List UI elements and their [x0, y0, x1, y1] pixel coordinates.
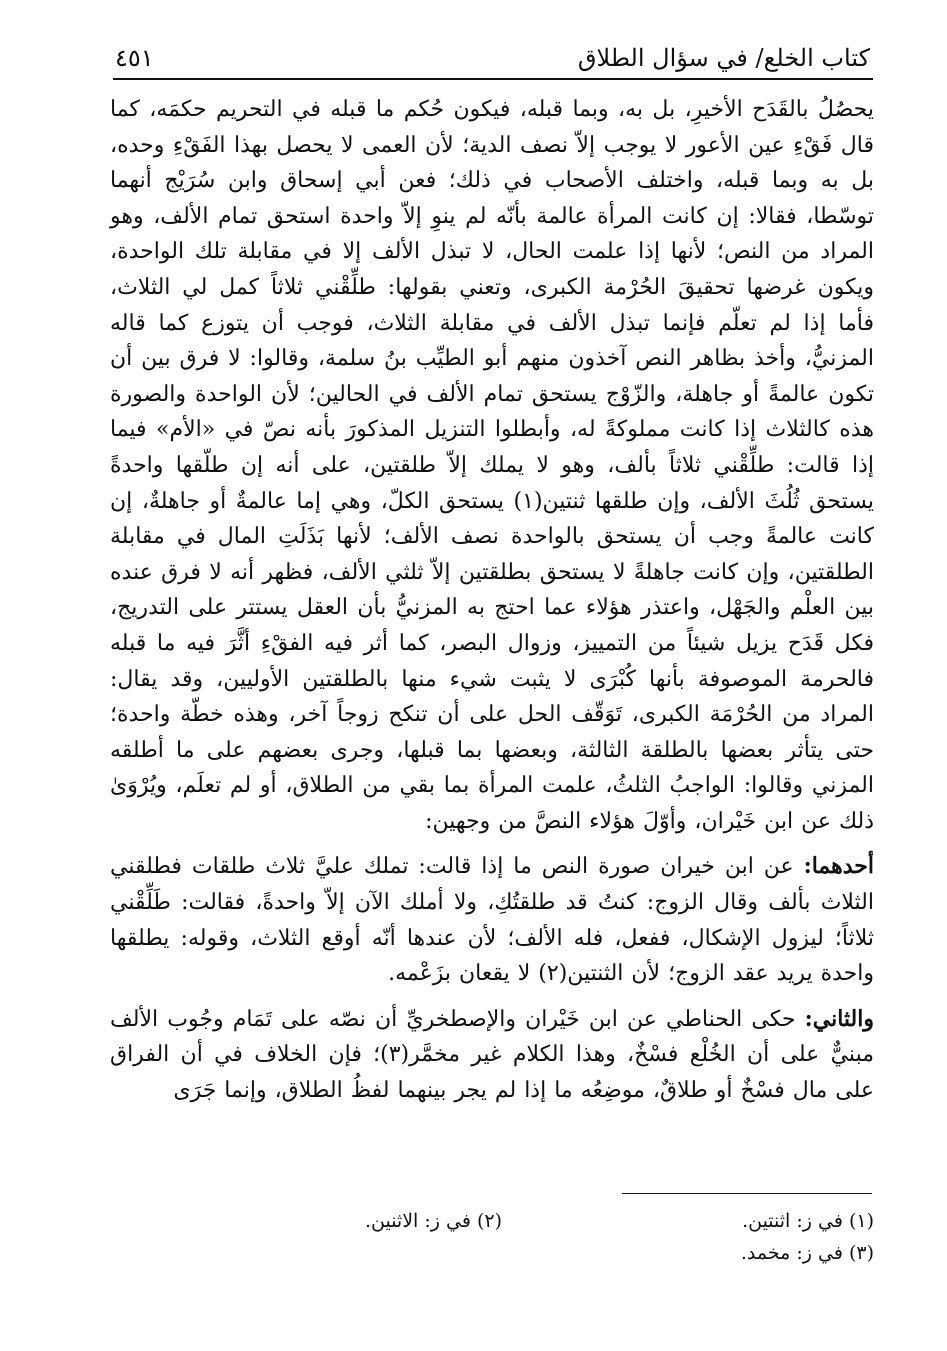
- footnote-marker: (٢): [538, 961, 568, 987]
- page-number: ٤٥١: [115, 44, 154, 72]
- header-rule: [113, 78, 873, 80]
- footnote: (٣) في ز: مخمد.: [740, 1242, 874, 1264]
- point-label: أحدهما:: [803, 853, 874, 880]
- footnote: (٢) في ز: الاثنين.: [364, 1210, 502, 1232]
- paragraph-text: يستحق الكلّ، وهي إما عالمةٌ أو جاهلةٌ، إن كانت عالمةً وجب أن يستحق بالواحدة نصف الألف؛ لأنها بَذَلَتِ المال في مقابلة الطلقتين، وإن كانت جاهلةً لا يستحق بطلقتين إلاّ ثلثي الألف، فظهر أنه لا فرق عنده بين العلْم والجَهْل، واعتذر هؤلاء عما احتج به المزنيُّ بأن العقل يستتر على التدريج، فكل قَدَح يزيل شيئاً من التمييز، وزوال البصر، كما أثر فيه الفقْءِ أثَّرَ فيه ما قبله فالحرمة الموصوفة بأنها كُبْرَى لا يثبت شيء منها بالطلقتين الأوليين، وقد يقال: المراد من الحُرْمَة الكبرى، تَوَقّف الحل على أن تنكح زوجاً آخر، وهذه خطّة واحدة؛ حتى يتأثر بعضها بالطلقة الثالثة، وبعضها بما قبلها، وجرى بعضهم على ما أطلقه المزني وقالوا: الواجبُ الثلثُ، علمت المرأة بما بقي من الطلاق، أو لم تعلَم، ويُرْوَىٰ ذلك عن ابن خَيْران، وأوّلَ هؤلاء النصَّ من وجهين:: [110, 488, 874, 834]
- page-header: [115, 38, 870, 78]
- paragraph-text: لا يقعان بزَعْمه.: [388, 961, 539, 987]
- paragraph-text: عن ابن خيران صورة النص ما إذا قالت: تملك عليَّ ثلاث طلقات فطلقني الثلاث بألف وقال الزوج: كنتُ قد طلقتُكِ، ولا أملك الآن إلاّ واحدةً، فقالت: طَلِّقْني ثلاثاً؛ ليزول الإشكال، ففعل، فله الألف؛ لأن عندها أنّه أوقع الثلاث، وقوله: يطلقها واحدة يريد عقد الزوج؛ لأن الثنتين: [110, 854, 874, 987]
- footnotes: [110, 1205, 874, 1275]
- paragraph-text: حكى الحناطي عن ابن خَيْران والإصطخريِّ أن نصّه على تَمَام وجُوب الألف مبنيٌّ على أن الخُلْع فسْخٌ، وهذا الكلام غير مخمَّر: [110, 1006, 874, 1068]
- footnote: (١) في ز: اثنتين.: [742, 1210, 874, 1232]
- paragraph-text: ؛ فإن الخلاف في أن الفراق على مال فسْخٌ أو طلاقٌ، موضِعُه ما إذا لم يجر بينهما لفظُ الطلاق، وإنما جَرَى: [110, 1042, 874, 1104]
- main-text: [110, 92, 874, 1109]
- footnote-rule: [622, 1193, 872, 1194]
- paragraph: [110, 92, 874, 839]
- point-label: والثاني:: [804, 1005, 874, 1032]
- paragraph: [110, 849, 874, 991]
- footnote-marker: (١): [513, 488, 543, 514]
- running-title: كتاب الخلع/ في سؤال الطلاق: [577, 44, 870, 72]
- footnote-marker: (٣): [380, 1042, 410, 1068]
- paragraph: [110, 1002, 874, 1109]
- paragraph-text: يحصُلُ بالقَدَح الأخيرِ، بل به، وبما قبله، فيكون حُكم ما قبله في التحريم حكمَه، كما قال فَقْءِ عين الأعور لا يوجب إلاّ نصف الدية؛ لأن العمى لا يحصل بهذا الفَقْءِ وحده، بل به وبما قبله، واختلف الأصحاب في ذلك؛ فعن أبي إسحاق وابن سُرَيْج أنهما توسّطا، فقالا: إن كانت المرأة عالمة بأنّه لم ينوِ إلاّ واحدة استحق تمام الألف، وهو المراد من النص؛ لأنها إذا علمت الحال، لا تبذل الألف إلا في مقابلة تلك الواحدة، ويكون غرضها تحقيقَ الحُرْمة الكبرى، وتعني بقولها: طلِّقْني ثلاثاً كمل لي الثلاث، فأما إذا لم تعلّم فإنما تبذل الألف في مقابلة الثلاث، فوجب أن يتوزع كما قاله المزنيُّ، وأخذ بظاهر النص آخذون منهم أبو الطيِّب بنُ سلمة، وقالوا: لا فرق بين أن تكون عالمةً أو جاهلة، والزّوْج يستحق تمام الألف في الحالين؛ لأن الواحدة والصورة هذه كالثلاث إذا كانت مملوكةً له، وأبطلوا التنزيل المذكورَ بأنه نصّ في «الأم» فيما إذا قالت: طلِّقْني ثلاثاً بألف، وهو لا يملك إلاّ طلقتين، على أنه إن طلّقها واحدةً يستحق ثُلُثَ الألف، وإن طلقها ثنتين: [110, 97, 875, 514]
